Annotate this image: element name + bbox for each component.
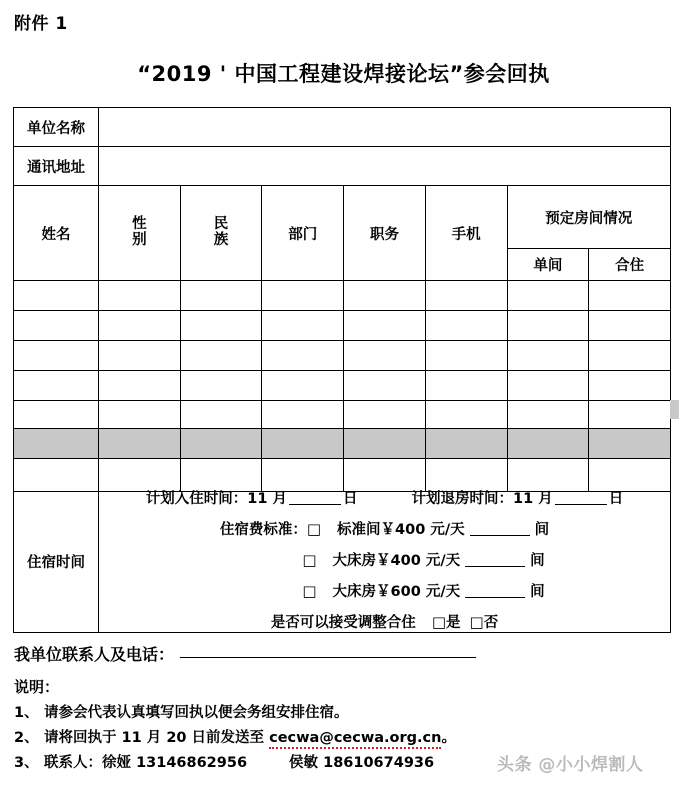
header-single-room: 单间: [507, 249, 589, 281]
header-nation-line2: 族: [213, 232, 229, 248]
registration-receipt-table: [13, 107, 671, 633]
cell-single-room[interactable]: [507, 341, 589, 371]
cell-mobile[interactable]: [425, 371, 507, 401]
checkout-day-input[interactable]: [555, 504, 607, 505]
cell-mobile[interactable]: [425, 311, 507, 341]
cell-shared-room[interactable]: [589, 459, 671, 492]
cell-single-room[interactable]: [507, 401, 589, 429]
accommodation-label: 住宿时间: [14, 492, 99, 633]
table-row-mailing-address: [14, 147, 671, 186]
checkbox-icon-big-bed-400[interactable]: □: [302, 550, 317, 569]
option-standard-room-text: 标准间￥400 元/天: [337, 521, 465, 538]
header-nation: [180, 186, 262, 281]
share-room-question: 是否可以接受调整合住: [270, 614, 416, 631]
contact-2-phone: 18610674936: [323, 755, 435, 771]
cell-sex[interactable]: [99, 401, 181, 429]
cell-sex[interactable]: [99, 459, 181, 492]
cell-nation[interactable]: [180, 281, 262, 311]
checkbox-icon-big-bed-600[interactable]: □: [302, 581, 317, 600]
note-item-2: [14, 726, 456, 747]
fee-option-row-1: [99, 521, 670, 539]
watermark: 头条 @小小焊割人: [497, 755, 644, 775]
cell-nation[interactable]: [180, 341, 262, 371]
cell-name[interactable]: [14, 281, 99, 311]
unit-contact-label: 我单位联系人及电话：: [14, 645, 175, 664]
page-title: “2019 ' 中国工程建设焊接论坛”参会回执: [137, 62, 550, 86]
note-item-1: [14, 701, 349, 722]
cell-shared-room[interactable]: [589, 429, 671, 459]
option-big-bed-600-text: 大床房￥600 元/天: [332, 583, 461, 600]
cell-mobile[interactable]: [425, 459, 507, 492]
cell-single-room[interactable]: [507, 459, 589, 492]
cell-department[interactable]: [262, 341, 344, 371]
cell-single-room[interactable]: [507, 429, 589, 459]
unit-name-value[interactable]: [99, 108, 671, 147]
checkbox-icon-share-yes[interactable]: □: [431, 612, 446, 631]
checkin-unit: 日: [343, 491, 358, 507]
cell-job-title[interactable]: [344, 429, 426, 459]
note-2-number: 2、: [14, 730, 39, 746]
table-row-unit-name: [14, 108, 671, 147]
cell-job-title[interactable]: [344, 281, 426, 311]
table-row[interactable]: [14, 371, 671, 401]
contact-email-link[interactable]: cecwa@cecwa.org.cn: [269, 730, 441, 749]
cell-department[interactable]: [262, 401, 344, 429]
fee-option-row-3: [99, 583, 670, 601]
cell-single-room[interactable]: [507, 371, 589, 401]
cell-shared-room[interactable]: [589, 281, 671, 311]
checkin-day-input[interactable]: [289, 504, 341, 505]
note-2-suffix: 。: [441, 730, 456, 746]
cell-shared-room[interactable]: [589, 371, 671, 401]
cell-sex[interactable]: [99, 281, 181, 311]
cell-mobile[interactable]: [425, 401, 507, 429]
accommodation-dates-line: [99, 492, 670, 508]
note-item-3: [14, 751, 434, 772]
cell-department[interactable]: [262, 371, 344, 401]
unit-contact-line: [14, 642, 476, 665]
contact-1-phone: 13146862956: [136, 755, 248, 771]
unit-contact-input[interactable]: [180, 657, 476, 658]
option-standard-room-unit: 间: [534, 521, 550, 538]
contact-1-name: 徐娅: [102, 755, 131, 771]
table-row-accommodation: [14, 492, 671, 633]
cell-single-room[interactable]: [507, 281, 589, 311]
cell-nation[interactable]: [180, 429, 262, 459]
table-row[interactable]: [14, 281, 671, 311]
cell-nation[interactable]: [180, 401, 262, 429]
cell-sex[interactable]: [99, 429, 181, 459]
fee-option-row-2: [99, 552, 670, 570]
option-big-bed-400-unit: 间: [530, 552, 545, 569]
checkbox-icon-share-no[interactable]: □: [469, 612, 484, 631]
fee-standard-label: 住宿费标准：: [219, 521, 307, 538]
cell-nation[interactable]: [180, 371, 262, 401]
share-no-label: 否: [483, 614, 499, 631]
mailing-address-label: 通讯地址: [14, 147, 99, 186]
attachment-label: 附件 1: [14, 14, 68, 34]
cell-department[interactable]: [262, 281, 344, 311]
header-room-group: 预定房间情况: [507, 186, 670, 249]
option-big-bed-600-unit: 间: [530, 583, 545, 600]
note-3-number: 3、: [14, 755, 39, 771]
cell-nation[interactable]: [180, 459, 262, 492]
cell-mobile[interactable]: [425, 341, 507, 371]
cell-name[interactable]: [14, 401, 99, 429]
accommodation-body: [99, 492, 671, 633]
cell-nation[interactable]: [180, 311, 262, 341]
cell-job-title[interactable]: [344, 311, 426, 341]
cell-single-room[interactable]: [507, 311, 589, 341]
notes-title: 说明：: [14, 678, 60, 696]
cell-name[interactable]: [14, 311, 99, 341]
cell-name[interactable]: [14, 429, 99, 459]
big-bed-600-count-input[interactable]: [465, 597, 525, 598]
cell-shared-room[interactable]: [589, 341, 671, 371]
share-yes-label: 是: [446, 614, 461, 631]
note-2-prefix: 请将回执于 11 月 20 日前发送至: [44, 730, 270, 746]
cell-job-title[interactable]: [344, 371, 426, 401]
cell-name[interactable]: [14, 341, 99, 371]
cell-name[interactable]: [14, 459, 99, 492]
header-department: 部门: [262, 186, 344, 281]
note-1-text: 请参会代表认真填写回执以便会务组安排住宿。: [44, 705, 349, 721]
header-sex: [99, 186, 181, 281]
header-shared-room: 合住: [589, 249, 671, 281]
table-row[interactable]: [14, 311, 671, 341]
share-room-question-row: [99, 614, 670, 632]
option-big-bed-400-text: 大床房￥400 元/天: [332, 552, 461, 569]
cell-job-title[interactable]: [344, 459, 426, 492]
cell-name[interactable]: [14, 371, 99, 401]
header-job-title: 职务: [344, 186, 426, 281]
cell-shared-room[interactable]: [589, 311, 671, 341]
header-sex-line1: 性: [132, 216, 147, 233]
note-3-prefix: 联系人：: [44, 755, 102, 771]
table-row-selected[interactable]: [14, 429, 671, 459]
cell-sex[interactable]: [99, 311, 181, 341]
mailing-address-value[interactable]: [99, 147, 671, 186]
cell-department[interactable]: [262, 311, 344, 341]
selection-handle[interactable]: [670, 400, 679, 419]
checkin-label: 计划入住时间：11 月: [145, 491, 287, 507]
cell-mobile[interactable]: [425, 429, 507, 459]
table-row[interactable]: [14, 459, 671, 492]
table-header-row: [14, 186, 671, 249]
header-nation-line1: 民: [213, 216, 229, 233]
contact-2-name: 侯敏: [289, 755, 319, 771]
checkout-unit: 日: [608, 491, 624, 507]
big-bed-400-count-input[interactable]: [465, 566, 525, 567]
cell-department[interactable]: [262, 459, 344, 492]
unit-name-label: 单位名称: [14, 108, 99, 147]
cell-department[interactable]: [262, 429, 344, 459]
cell-sex[interactable]: [99, 371, 181, 401]
cell-job-title[interactable]: [344, 401, 426, 429]
cell-mobile[interactable]: [425, 281, 507, 311]
checkout-label: 计划退房时间：11 月: [411, 491, 553, 507]
header-name: 姓名: [14, 186, 99, 281]
cell-shared-room[interactable]: [589, 401, 671, 429]
table-row[interactable]: [14, 341, 671, 371]
note-1-number: 1、: [14, 705, 39, 721]
standard-room-count-input[interactable]: [470, 535, 530, 536]
table-row[interactable]: [14, 401, 671, 429]
header-mobile: 手机: [425, 186, 507, 281]
cell-sex[interactable]: [99, 341, 181, 371]
header-sex-line2: 别: [132, 232, 147, 248]
checkbox-icon-standard-room[interactable]: □: [306, 519, 322, 538]
cell-job-title[interactable]: [344, 341, 426, 371]
